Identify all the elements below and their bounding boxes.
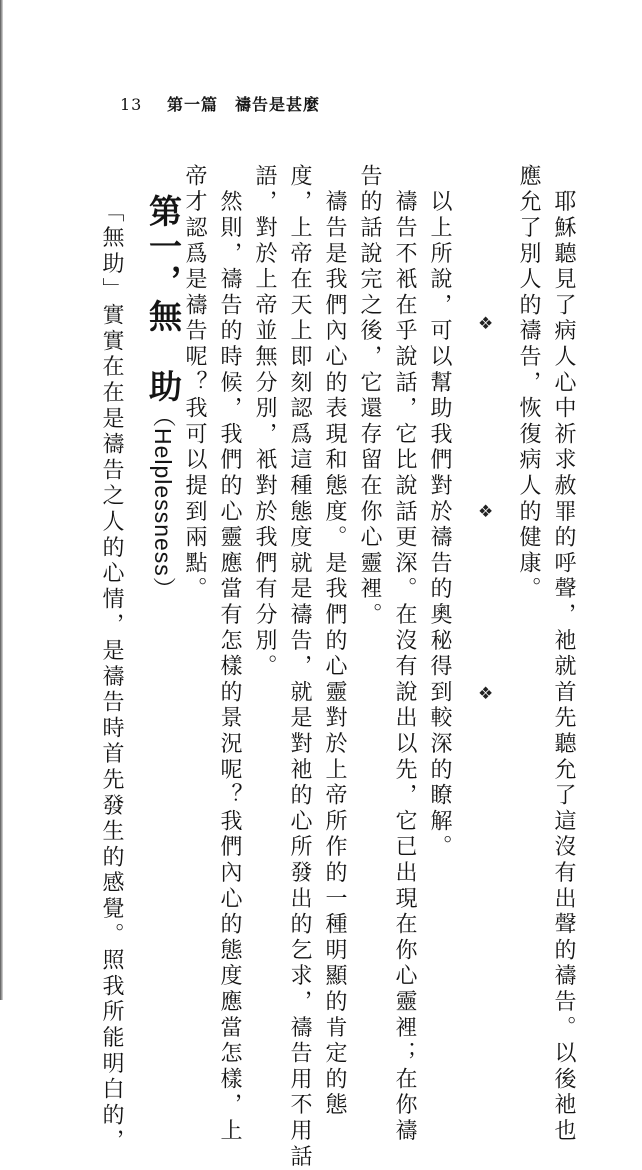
text-column-5: 告的話說完之後，它還存留在你心靈裡。	[357, 164, 382, 629]
running-head	[120, 92, 320, 115]
heading-paren-open: （	[150, 404, 176, 428]
text-column-8: 語，對於上帝並無分別，衹對於我們有分別。	[252, 164, 277, 680]
section-heading	[140, 194, 187, 601]
text-column-2: 應允了別人的禱告，恢復病人的健康。	[516, 164, 541, 603]
text-column-6: 禱告是我們內心的表現和態度。是我們的心靈對於上帝所作的一種明顯的肯定的態	[322, 164, 347, 1119]
heading-english: Helplessness	[150, 428, 176, 577]
text-column-9: 然則，禱告的時候，我們的心靈應當有怎樣的景況呢？我們內心的態度應當怎樣，上	[217, 164, 242, 1145]
ornament-1: ❖	[478, 314, 494, 334]
heading-paren-close: ）	[150, 576, 176, 601]
text-column-10: 帝才認爲是禱告呢？我可以提到兩點。	[182, 164, 207, 603]
text-column-3: 以上所說，可以幫助我們對於禱告的奧秘得到較深的瞭解。	[427, 164, 452, 861]
page-number: 13	[120, 95, 143, 114]
text-column-1: 耶穌聽見了病人心中祈求赦罪的呼聲，祂就首先聽允了這沒有出聲的禱告。以後祂也	[551, 164, 576, 1145]
section-title: 第一篇 禱告是甚麼	[166, 95, 320, 114]
ornament-3: ❖	[478, 684, 494, 704]
text-column-11: 「無助」實實在在是禱告之人的心情，是禱告時首先發生的感覺。照我所能明白的，	[99, 200, 124, 1155]
text-column-4: 禱告不衹在乎說話，它比說話更深。在沒有說出以先，它已出現在你心靈裡；在你禱	[392, 164, 417, 1145]
text-column-7: 度，上帝在天上即刻認爲這種態度就是禱告，就是對祂的心所發出的乞求，禱告用不用話	[287, 164, 312, 1170]
ornament-2: ❖	[478, 502, 494, 522]
heading-title: 第一，無 助	[144, 194, 183, 404]
page-gutter-shadow	[0, 0, 3, 1000]
